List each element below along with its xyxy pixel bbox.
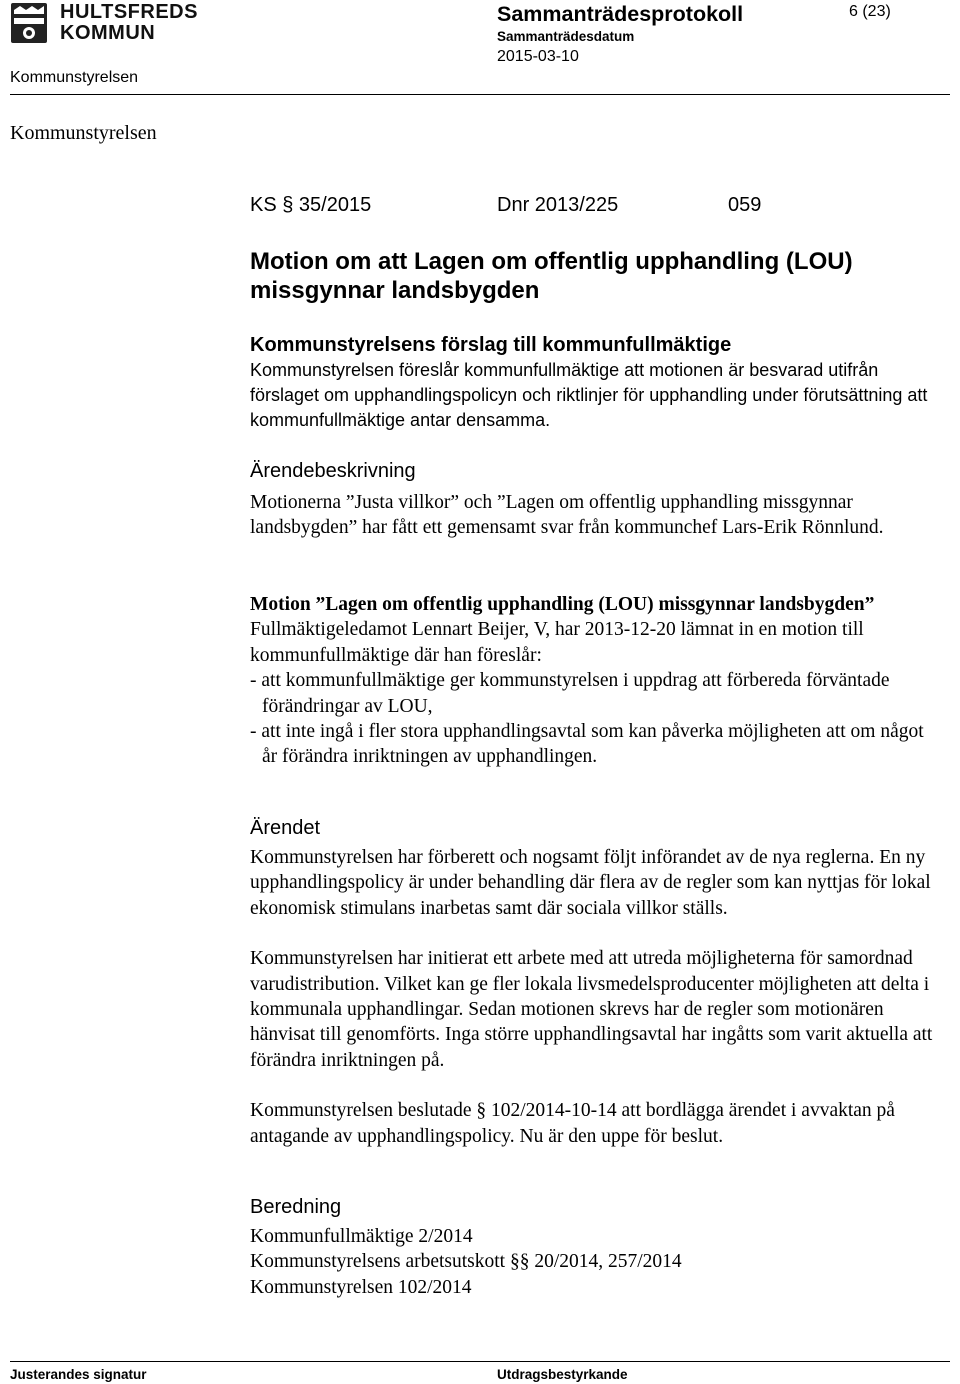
preparation-item: Kommunstyrelsen 102/2014 xyxy=(250,1276,472,1298)
meeting-date: 2015-03-10 xyxy=(497,48,579,65)
signature-label: Justerandes signatur xyxy=(10,1367,147,1382)
case-ks-number: KS § 35/2015 xyxy=(250,194,372,216)
preparation-item: Kommunstyrelsens arbetsutskott §§ 20/2014, 257/2014 xyxy=(250,1251,682,1273)
logo-text-line-1: HULTSFREDS xyxy=(60,1,198,23)
matter-paragraph: Kommunstyrelsen har initierat ett arbete med att utreda möjligheterna för samordnad varudistribution. Vilket kan ge fler lokala livsmedelsproducenter möjligheten att delta i kommunala upphandlingar. Sedan motionen skrevs har de regler som motionären hänvisat till genomförts. Inga större upphandlingsavtal har ingåtts som varit aktuella att förändra inriktningen på. xyxy=(250,948,933,1071)
proposal-heading: Kommunstyrelsens förslag till kommunfullmäktige xyxy=(250,334,732,356)
matter-paragraph: Kommunstyrelsen beslutade § 102/2014-10-14 att bordlägga ärendet i avvaktan på antagande av upphandlingspolicy. Nu är den uppe för beslut. xyxy=(250,1100,895,1147)
motion-heading: Motion ”Lagen om offentlig upphandling (LOU) missgynnar landsbygden” xyxy=(250,594,875,615)
motion-intro: Fullmäktigeledamot Lennart Beijer, V, har 2013-12-20 lämnat in en motion till kommunfullmäktige där han föreslår: xyxy=(250,619,864,666)
preparation-item: Kommunfullmäktige 2/2014 xyxy=(250,1226,473,1247)
proposal-text: Kommunstyrelsen föreslår kommunfullmäktige att motionen är besvarad utifrån förslaget om upphandlingspolicyn och riktlinjer för upphandling under förutsättning att kommunfullmäktige antar densamma. xyxy=(250,360,928,430)
page-title: Motion om att Lagen om offentlig upphandling (LOU) missgynnar landsbygden xyxy=(250,248,853,304)
matter-heading: Ärendet xyxy=(250,817,321,839)
coat-of-arms-icon xyxy=(10,2,48,44)
matter-paragraph: Kommunstyrelsen har förberett och nogsamt följt införandet av de nya reglerna. En ny upphandlingspolicy är under behandling där flera av de regler som kan nyttjas för lokal ekonomisk stimulans inarbetas samt där sociala villkor ställs. xyxy=(250,847,931,919)
page-number: 6 (23) xyxy=(849,3,891,20)
motion-bullet: - att inte ingå i fler stora upphandlingsavtal som kan påverka möjligheten att om något år förändra inriktningen av upphandlingen. xyxy=(250,721,924,768)
motion-bullet: - att kommunfullmäktige ger kommunstyrelsen i uppdrag att förbereda förväntade förändringar av LOU, xyxy=(250,670,890,717)
proposal-section xyxy=(250,333,940,433)
preparation-section xyxy=(250,1193,940,1300)
matter-section xyxy=(250,814,940,1149)
document-type: Sammanträdesprotokoll xyxy=(497,2,744,26)
meeting-date-label: Sammanträdesdatum xyxy=(497,29,635,44)
case-code: 059 xyxy=(728,194,762,216)
description-heading: Ärendebeskrivning xyxy=(250,460,416,482)
header-divider xyxy=(10,94,950,95)
description-section xyxy=(250,458,940,541)
logo-text-line-2: KOMMUN xyxy=(60,22,156,44)
organization-line: Kommunstyrelsen xyxy=(10,122,157,144)
case-dnr: Dnr 2013/225 xyxy=(497,194,619,216)
preparation-heading: Beredning xyxy=(250,1196,342,1218)
motion-section xyxy=(250,592,940,770)
footer-divider xyxy=(10,1361,950,1362)
excerpt-label: Utdragsbestyrkande xyxy=(497,1367,628,1382)
municipality-logo xyxy=(10,1,198,44)
description-text: Motionerna ”Justa villkor” och ”Lagen om offentlig upphandling missgynnar landsbygden” har fått ett gemensamt svar från kommunchef Lars-Erik Rönnlund. xyxy=(250,492,884,539)
header-organization: Kommunstyrelsen xyxy=(10,69,139,86)
